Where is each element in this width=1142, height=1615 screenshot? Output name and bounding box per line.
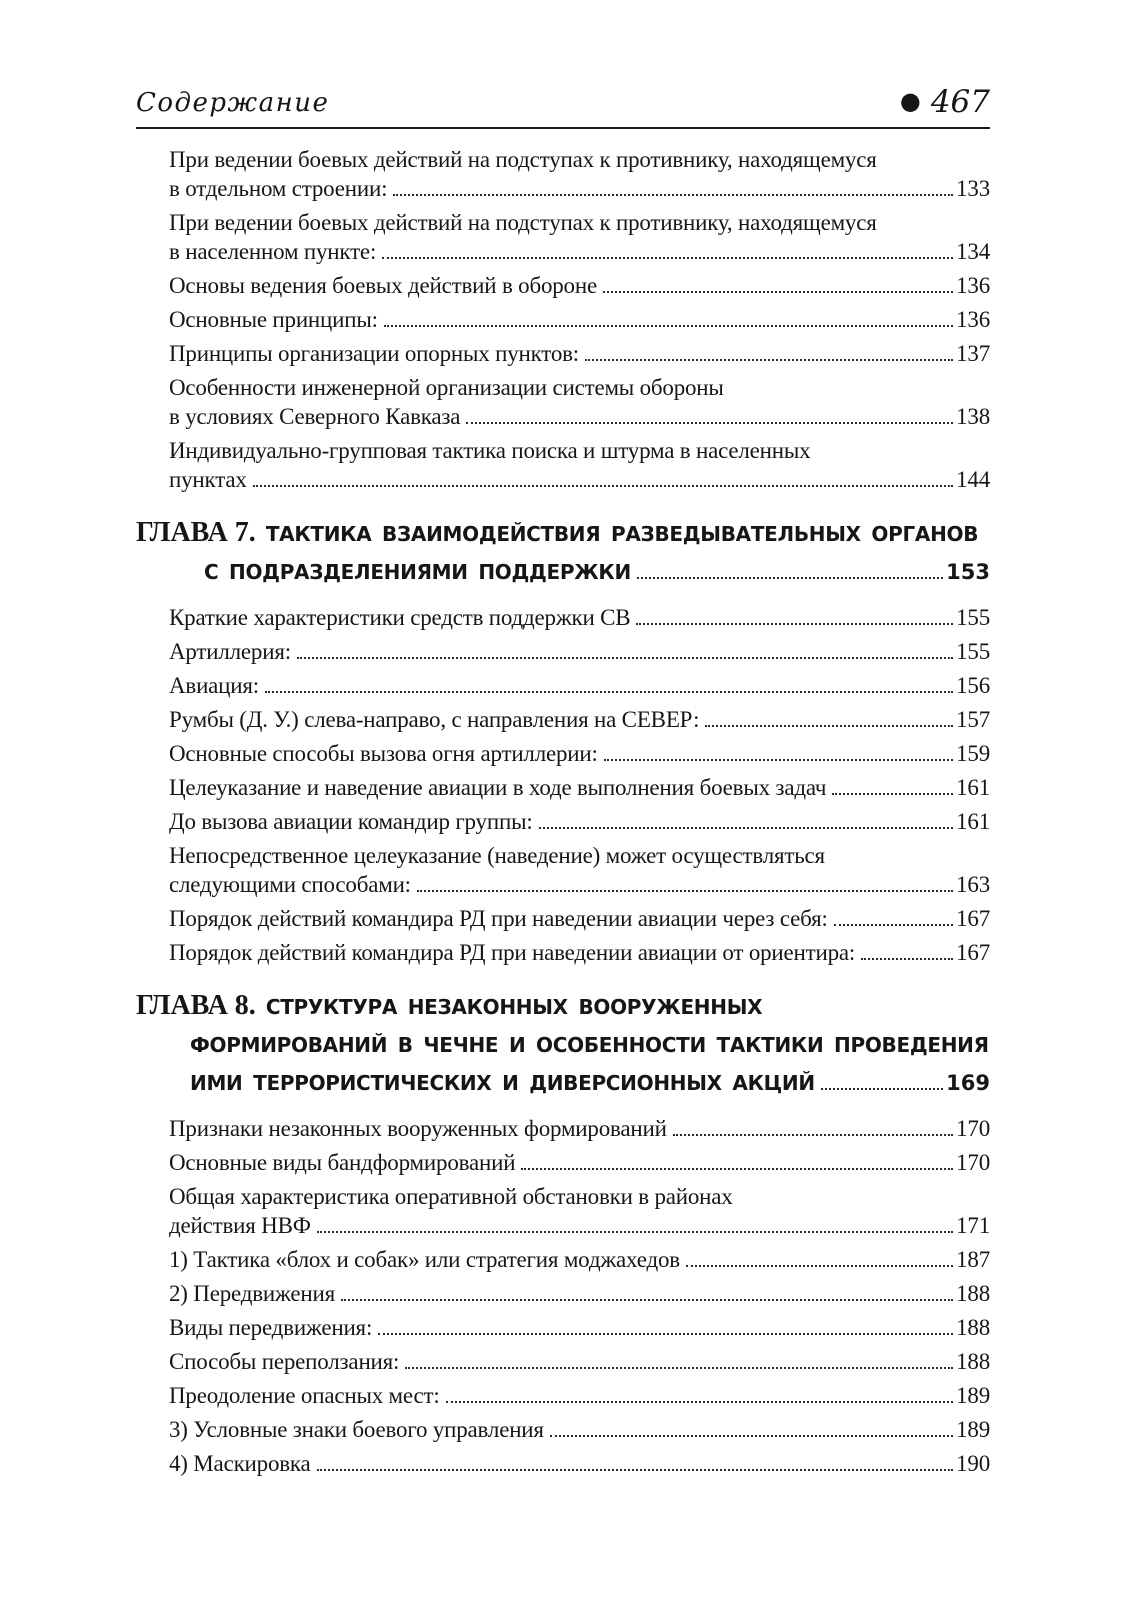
toc-entry <box>169 305 990 334</box>
entry-text: Порядок действий командира РД при наведении авиации через себя: <box>169 906 828 931</box>
dot-leader <box>636 623 953 625</box>
toc-entry-line <box>169 1182 990 1211</box>
entry-text: следующими способами: <box>169 872 411 897</box>
toc-entry <box>169 208 990 266</box>
entry-page-number: 155 <box>956 605 990 630</box>
entry-page-number: 136 <box>956 273 990 298</box>
toc-entry-line <box>169 1245 990 1274</box>
toc-entry-line <box>169 870 990 899</box>
entry-text: Авиация: <box>169 673 259 698</box>
toc-entry-line <box>169 807 990 836</box>
entry-text: 1) Тактика «блох и собак» или стратегия моджахедов <box>169 1247 680 1272</box>
entry-text: 4) Маскировка <box>169 1451 311 1476</box>
entry-text: При ведении боевых действий на подступах к противнику, находящемуся <box>169 147 877 172</box>
toc-entry-line <box>169 208 990 237</box>
entry-text: Виды передвижения: <box>169 1315 373 1340</box>
chapter-title-line: С ПОДРАЗДЕЛЕНИЯМИ ПОДДЕРЖКИ <box>204 560 631 584</box>
toc-entry <box>169 1279 990 1308</box>
toc-entry <box>169 1182 990 1240</box>
toc-entry-line <box>169 1449 990 1478</box>
entry-text: 2) Передвижения <box>169 1281 335 1306</box>
toc-entry <box>169 1148 990 1177</box>
dot-leader <box>603 291 953 293</box>
entry-text: 3) Условные знаки боевого управления <box>169 1417 544 1442</box>
page-number: 467 <box>930 84 990 120</box>
entry-page-number: 161 <box>956 809 990 834</box>
entry-text: Принципы организации опорных пунктов: <box>169 341 579 366</box>
toc-entry <box>169 603 990 632</box>
chapter-number: ГЛАВА 8. <box>136 990 256 1021</box>
entry-page-number: 170 <box>956 1116 990 1141</box>
dot-leader <box>637 577 943 579</box>
entry-text: Основные виды бандформирований <box>169 1150 516 1175</box>
toc-entry-line <box>169 1279 990 1308</box>
dot-leader <box>686 1265 953 1267</box>
entry-text: в условиях Северного Кавказа <box>169 404 461 429</box>
toc-entry <box>169 271 990 300</box>
entry-text: Преодоление опасных мест: <box>169 1383 440 1408</box>
toc-entry <box>169 637 990 666</box>
entry-list <box>136 145 990 494</box>
entry-page-number: 134 <box>956 239 990 264</box>
toc-entry <box>169 739 990 768</box>
dot-leader <box>521 1168 953 1170</box>
chapter-title-line: ФОРМИРОВАНИЙ В ЧЕЧНЕ И ОСОБЕННОСТИ ТАКТИКИ ПРОВЕДЕНИЯ <box>190 1033 989 1057</box>
dot-leader <box>673 1134 953 1136</box>
entry-page-number: 188 <box>956 1349 990 1374</box>
toc-entry-line <box>169 938 990 967</box>
entry-page-number: 138 <box>956 404 990 429</box>
toc-entry-line <box>169 237 990 266</box>
entry-page-number: 167 <box>956 906 990 931</box>
entry-text: Общая характеристика оперативной обстановки в районах <box>169 1184 733 1209</box>
toc-entry-line <box>169 373 990 402</box>
toc-entry <box>169 1313 990 1342</box>
entry-list <box>136 603 990 967</box>
page-header <box>136 86 990 129</box>
entry-text: Особенности инженерной организации системы обороны <box>169 375 724 400</box>
entry-page-number: 189 <box>956 1417 990 1442</box>
entry-text: Порядок действий командира РД при наведении авиации от ориентира: <box>169 940 856 965</box>
dot-leader <box>604 759 953 761</box>
dot-leader <box>405 1367 953 1369</box>
chapter-heading-line <box>136 514 990 553</box>
toc-entry-line <box>169 465 990 494</box>
entry-text: До вызова авиации командир группы: <box>169 809 533 834</box>
dot-leader <box>821 1088 943 1090</box>
chapter-title-line: ИМИ ТЕРРОРИСТИЧЕСКИХ И ДИВЕРСИОННЫХ АКЦИЙ <box>190 1071 815 1095</box>
entry-text: Признаки незаконных вооруженных формирований <box>169 1116 667 1141</box>
toc-entry <box>169 1381 990 1410</box>
dot-leader <box>832 793 953 795</box>
entry-page-number: 170 <box>956 1150 990 1175</box>
toc-entry-line <box>169 339 990 368</box>
chapter-number: ГЛАВА 7. <box>136 517 256 548</box>
dot-leader <box>317 1469 954 1471</box>
dot-leader <box>253 485 953 487</box>
toc-section <box>136 145 990 494</box>
dot-leader <box>378 1333 953 1335</box>
dot-leader <box>417 890 953 892</box>
toc-entry-line <box>169 1381 990 1410</box>
dot-leader <box>861 958 953 960</box>
toc-entry <box>169 904 990 933</box>
toc-section <box>136 987 990 1478</box>
entry-page-number: 171 <box>956 1213 990 1238</box>
toc-entry-line <box>169 1313 990 1342</box>
chapter-heading-line <box>136 1026 990 1064</box>
entry-list <box>136 1114 990 1478</box>
toc-entry <box>169 373 990 431</box>
toc-entry-line <box>169 174 990 203</box>
toc-entry-line <box>169 1114 990 1143</box>
entry-page-number: 156 <box>956 673 990 698</box>
toc-entry-line <box>169 1211 990 1240</box>
entry-text: Краткие характеристики средств поддержки СВ <box>169 605 631 630</box>
toc-sections <box>136 145 990 1478</box>
chapter-title-line: СТРУКТУРА НЕЗАКОННЫХ ВООРУЖЕННЫХ <box>265 995 763 1019</box>
toc-entry <box>169 1347 990 1376</box>
chapter-heading <box>136 987 990 1102</box>
toc-entry-line <box>169 637 990 666</box>
entry-text: Индивидуально-групповая тактика поиска и штурма в населенных <box>169 438 811 463</box>
entry-text: Способы переползания: <box>169 1349 400 1374</box>
entry-page-number: 133 <box>956 176 990 201</box>
toc-entry <box>169 1449 990 1478</box>
toc-entry <box>169 145 990 203</box>
dot-leader <box>466 422 953 424</box>
entry-text: Основы ведения боевых действий в обороне <box>169 273 597 298</box>
entry-text: в отдельном строении: <box>169 176 388 201</box>
toc-entry-line <box>169 436 990 465</box>
toc-entry <box>169 1415 990 1444</box>
entry-page-number: 136 <box>956 307 990 332</box>
entry-page-number: 163 <box>956 872 990 897</box>
entry-text: Основные принципы: <box>169 307 378 332</box>
dot-leader <box>705 725 953 727</box>
toc-entry <box>169 1245 990 1274</box>
chapter-title-line: ТАКТИКА ВЗАИМОДЕЙСТВИЯ РАЗВЕДЫВАТЕЛЬНЫХ ОРГАНОВ <box>265 522 979 546</box>
toc-entry-line <box>169 705 990 734</box>
toc-entry <box>169 938 990 967</box>
chapter-page-number: 153 <box>946 560 990 584</box>
entry-text: Целеуказание и наведение авиации в ходе выполнения боевых задач <box>169 775 827 800</box>
toc-entry-line <box>169 1347 990 1376</box>
entry-page-number: 137 <box>956 341 990 366</box>
entry-page-number: 157 <box>956 707 990 732</box>
toc-entry-line <box>169 145 990 174</box>
toc-entry-line <box>169 305 990 334</box>
entry-text: пунктах <box>169 467 247 492</box>
entry-text: в населенном пункте: <box>169 239 377 264</box>
entry-page-number: 187 <box>956 1247 990 1272</box>
entry-text: Румбы (Д. У.) слева-направо, с направления на СЕВЕР: <box>169 707 700 732</box>
page-number-group <box>900 86 990 119</box>
toc-section <box>136 514 990 967</box>
chapter-heading-line <box>136 553 990 591</box>
toc-entry-line <box>169 841 990 870</box>
dot-leader <box>393 194 953 196</box>
dot-leader <box>550 1435 953 1437</box>
dot-leader <box>265 691 953 693</box>
entry-page-number: 189 <box>956 1383 990 1408</box>
dot-leader <box>317 1231 953 1233</box>
toc-entry-line <box>169 671 990 700</box>
toc-entry-line <box>169 603 990 632</box>
entry-page-number: 155 <box>956 639 990 664</box>
toc-entry <box>169 436 990 494</box>
dot-leader <box>585 359 953 361</box>
chapter-page-number: 169 <box>946 1071 990 1095</box>
entry-page-number: 188 <box>956 1315 990 1340</box>
dot-leader <box>341 1299 953 1301</box>
entry-page-number: 159 <box>956 741 990 766</box>
toc-entry-line <box>169 402 990 431</box>
toc-entry-line <box>169 904 990 933</box>
toc-entry-line <box>169 1415 990 1444</box>
entry-page-number: 190 <box>956 1451 990 1476</box>
entry-text: Артиллерия: <box>169 639 291 664</box>
toc-entry <box>169 1114 990 1143</box>
entry-page-number: 167 <box>956 940 990 965</box>
entry-text: Непосредственное целеуказание (наведение) может осуществляться <box>169 843 825 868</box>
page-title: Содержание <box>136 88 330 118</box>
chapter-heading <box>136 514 990 591</box>
toc-entry <box>169 807 990 836</box>
entry-page-number: 188 <box>956 1281 990 1306</box>
toc-entry-line <box>169 1148 990 1177</box>
entry-page-number: 144 <box>956 467 990 492</box>
entry-page-number: 161 <box>956 775 990 800</box>
entry-text: Основные способы вызова огня артиллерии: <box>169 741 598 766</box>
toc-entry <box>169 671 990 700</box>
toc-entry <box>169 773 990 802</box>
entry-text: действия НВФ <box>169 1213 311 1238</box>
bullet-icon: ● <box>899 87 921 115</box>
chapter-heading-line <box>136 1064 990 1102</box>
toc-entry <box>169 339 990 368</box>
entry-text: При ведении боевых действий на подступах к противнику, находящемуся <box>169 210 877 235</box>
dot-leader <box>539 827 954 829</box>
toc-entry-line <box>169 271 990 300</box>
chapter-heading-line <box>136 987 990 1026</box>
toc-entry-line <box>169 773 990 802</box>
toc-entry-line <box>169 739 990 768</box>
toc-entry <box>169 841 990 899</box>
dot-leader <box>384 325 953 327</box>
dot-leader <box>446 1401 954 1403</box>
toc-entry <box>169 705 990 734</box>
dot-leader <box>834 924 953 926</box>
dot-leader <box>382 257 953 259</box>
dot-leader <box>297 657 953 659</box>
